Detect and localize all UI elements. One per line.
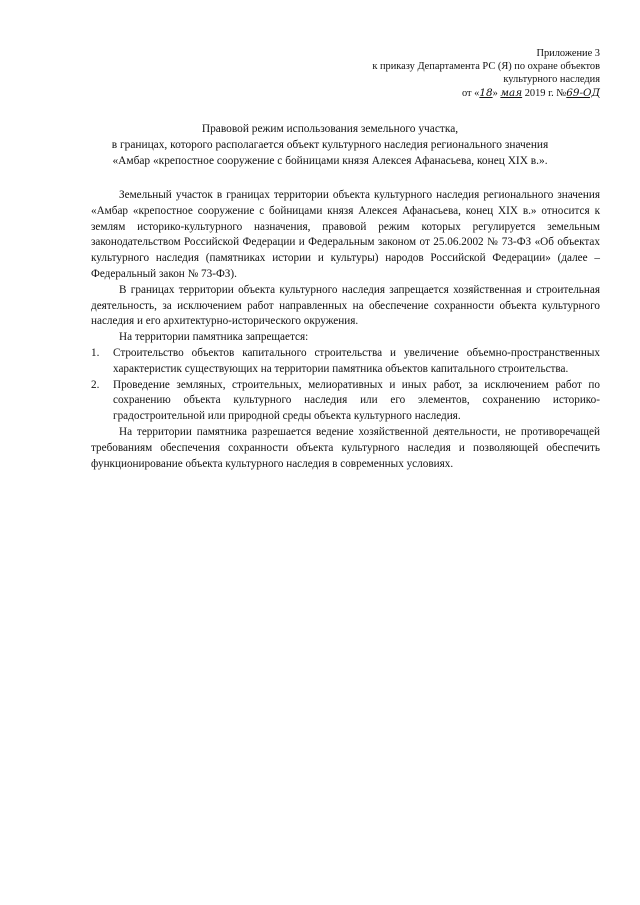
paragraph-prohibited-intro: На территории памятника запрещается: — [119, 331, 309, 344]
date-day: 18 — [479, 86, 493, 99]
prohibited-list — [91, 346, 600, 425]
document-body — [91, 188, 600, 472]
title-line-1: Правовой режим использования земельного участка, — [201, 123, 459, 135]
list-item-text: Строительство объектов капитального строительства и увеличение объемно-пространственных характеристик существующих на территории памятника объектов капитального строительства. — [113, 346, 600, 375]
paragraph-land-plot: Земельный участок в границах территории объекта культурного наследия регионального значения «Амбар «крепостное сооружение с бойницами князя Алексея Афанасьева, конец XIX в.» относится к землям историко-культурного назначения, правовой режим которых регулируется земельным законодательством Российской Федерации и Федеральным законом от 25.06.2002 № 73-ФЗ «Об объектах культурного наследия (памятниках истории и культуры) народов Российской Федерации» (далее – Федеральный закон № 73-ФЗ). — [91, 189, 600, 280]
appendix-order-reference-cont: культурного наследия — [503, 74, 600, 86]
document-title — [60, 122, 600, 169]
list-item-number: 2. — [91, 378, 100, 391]
list-item-text: Проведение земляных, строительных, мелиоративных и иных работ, за исключением работ по сохранению объекта культурного наследия или его элементов, сохранению историко-градостроительной или природной среды объекта культурного наследия. — [113, 378, 600, 423]
appendix-title: Приложение 3 — [536, 48, 600, 59]
order-number: 69-ОД — [566, 86, 600, 99]
title-line-2: в границах, которого располагается объект культурного наследия регионального значения — [111, 138, 549, 151]
date-year: 2019 г. № — [524, 87, 567, 99]
appendix-header — [270, 47, 600, 100]
paragraph-prohibition: В границах территории объекта культурного наследия запрещается хозяйственная и строительная деятельность, за исключением работ направленных на обеспечение сохранности объекта культурного наследия и его архитектурно-исторического окружения. — [91, 283, 600, 328]
date-prefix: от « — [461, 87, 480, 99]
list-item — [91, 346, 600, 378]
date-mid: » — [492, 87, 498, 99]
appendix-order-reference: к приказу Департамента РС (Я) по охране объектов — [372, 61, 600, 73]
date-month: мая — [500, 86, 523, 99]
list-item-number: 1. — [91, 346, 100, 359]
list-item — [91, 378, 600, 425]
paragraph-permitted: На территории памятника разрешается ведение хозяйственной деятельности, не противоречащей требованиям обеспечения сохранности объекта культурного наследия и позволяющей обеспечить функционирование объекта культурного наследия в современных условиях. — [91, 425, 600, 470]
title-line-3: «Амбар «крепостное сооружение с бойницами князя Алексея Афанасьева, конец XIX в.». — [112, 154, 548, 167]
appendix-date-line — [270, 87, 600, 100]
